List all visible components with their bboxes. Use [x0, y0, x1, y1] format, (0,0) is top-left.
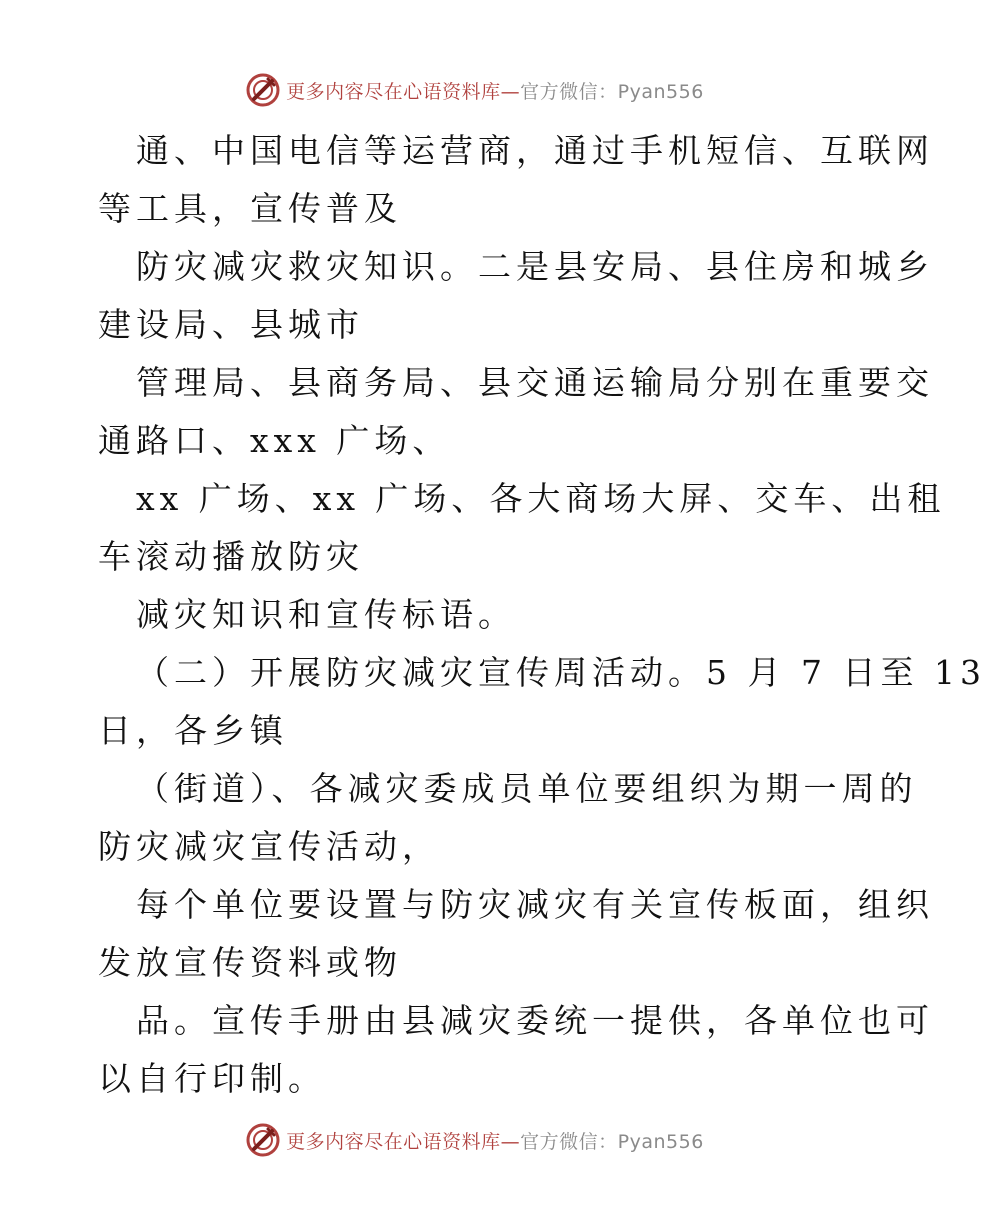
footer-watermark — [0, 1120, 950, 1160]
paragraph-line: 建设局、县城市 — [98, 305, 364, 344]
paragraph-line: xx 广场、xx 广场、各大商场大屏、交车、出租 — [136, 479, 946, 518]
paragraph-line: 防灾减灾宣传活动， — [98, 827, 440, 866]
paragraph-line: 车滚动播放防灾 — [98, 537, 364, 576]
watermark-wechat: 官方微信：Pyan556 — [520, 80, 704, 103]
paragraph-line: 通路口、xxx 广场、 — [98, 421, 451, 460]
watermark-text: 更多内容尽在心语资料库—官方微信：Pyan556 — [286, 80, 704, 103]
paragraph-line: 每个单位要设置与防灾减灾有关宣传板面，组织 — [136, 885, 934, 924]
paragraph-line: （二）开展防灾减灾宣传周活动。5 月 7 日至 13 — [136, 653, 986, 692]
document-body — [98, 122, 986, 1108]
watermark-wechat: 官方微信：Pyan556 — [520, 1130, 704, 1153]
logo-icon — [246, 1123, 280, 1157]
paragraph-line: 发放宣传资料或物 — [98, 943, 402, 982]
paragraph-line: 减灾知识和宣传标语。 — [136, 595, 516, 634]
paragraph-line: （街道）、各减灾委成员单位要组织为期一周的 — [136, 769, 918, 808]
paragraph-line: 日，各乡镇 — [98, 711, 288, 750]
logo-icon — [246, 73, 280, 107]
paragraph-line: 等工具，宣传普及 — [98, 189, 402, 228]
paragraph-line: 防灾减灾救灾知识。二是县安局、县住房和城乡 — [136, 247, 934, 286]
paragraph-line: 管理局、县商务局、县交通运输局分别在重要交 — [136, 363, 934, 402]
paragraph-line: 通、中国电信等运营商，通过手机短信、互联网 — [136, 131, 934, 170]
watermark-text: 更多内容尽在心语资料库—官方微信：Pyan556 — [286, 1130, 704, 1153]
paragraph-line: 以自行印制。 — [98, 1059, 326, 1098]
paragraph-line: 品。宣传手册由县减灾委统一提供，各单位也可 — [136, 1001, 934, 1040]
header-watermark — [0, 70, 950, 110]
